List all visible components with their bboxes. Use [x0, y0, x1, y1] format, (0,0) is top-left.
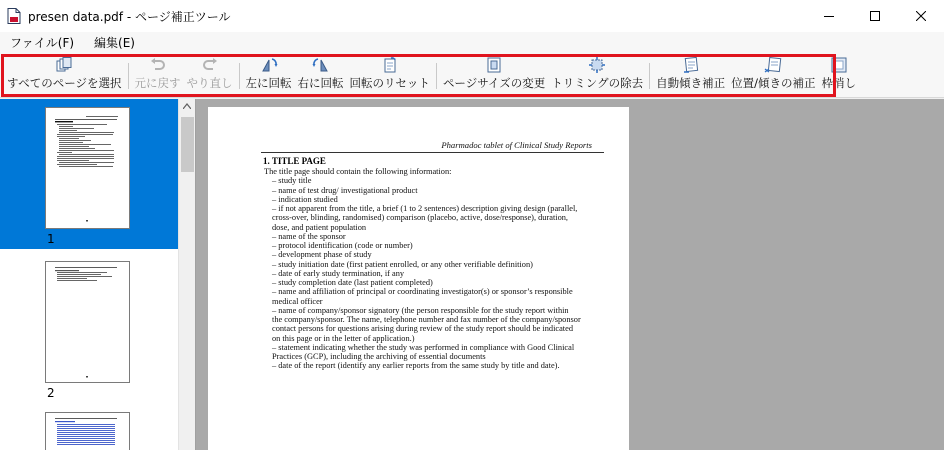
document-line: – name and affiliation of principal or coordinating investigator(s) or sponsor’s responsible	[272, 287, 573, 297]
window-title: presen data.pdf - ページ補正ツール	[28, 9, 231, 24]
document-running-header: Pharmadoc tablet of Clinical Study Reports	[441, 140, 592, 150]
menu-bar	[0, 32, 944, 54]
remove-trimming-label: トリミングの除去	[551, 76, 644, 90]
page-size-label: ページサイズの変更	[442, 76, 546, 90]
document-line: – statement indicating whether the study was performed in compliance with Good Clinical	[272, 342, 575, 352]
thumbnail-page-image	[45, 107, 130, 229]
document-line: – study title	[272, 176, 312, 186]
redo-label: やり直し	[186, 76, 233, 90]
thumbnail-panel	[0, 99, 178, 450]
page-preview	[46, 108, 129, 228]
page-preview	[46, 262, 129, 382]
rotate-right-label: 右に回転	[297, 76, 344, 90]
document-line: Practices (GCP), including the archiving of essential documents	[272, 352, 486, 361]
document-line: – date of early study termination, if any	[272, 268, 405, 278]
header-rule	[261, 152, 604, 153]
close-icon	[916, 11, 926, 21]
window-controls	[806, 0, 944, 32]
thumbnail-scrollbar[interactable]	[178, 99, 195, 450]
maximize-button[interactable]	[852, 0, 898, 32]
thumbnail-page-image	[45, 412, 130, 450]
document-line: dose, and patient population	[272, 222, 367, 232]
select-all-pages-label: すべてのページを選択	[7, 76, 122, 90]
menu-edit[interactable]: 編集(E)	[94, 36, 135, 50]
thumbnail-page-image	[45, 261, 130, 383]
document-line: – name of company/sponsor signatory (the person responsible for the study report within	[272, 305, 569, 315]
reset-rotation-label: 回転のリセット	[349, 76, 430, 90]
position-skew-label: 位置/傾きの補正	[731, 76, 816, 90]
document-line: on this page or in the letter of application.)	[272, 333, 415, 343]
document-line: contact persons for questions arising during review of the study report should be indicated	[272, 324, 573, 334]
erase-border-label: 枠消し	[821, 76, 856, 90]
document-line: – name of the sponsor	[272, 231, 346, 241]
minimize-button[interactable]	[806, 0, 852, 32]
document-line: – indication studied	[272, 194, 338, 204]
thumbnail-item[interactable]	[0, 404, 178, 450]
rotate-left-label: 左に回転	[245, 76, 292, 90]
document-section-title: 1. TITLE PAGE	[263, 156, 326, 166]
thumbnail-page-number: 1	[47, 232, 55, 246]
document-line: – if not apparent from the title, a brief (1 to 2 sentences) description giving design (parallel,	[272, 204, 578, 213]
scroll-up-arrow-icon[interactable]	[183, 103, 191, 109]
document-line: medical officer	[272, 296, 323, 306]
pdf-file-icon	[7, 8, 21, 24]
document-line: the company/sponsor. The name, telephone number and fax number of the company/sponsor	[272, 315, 581, 324]
document-line: – study initiation date (first patient enrolled, or any other verifiable definition)	[272, 259, 533, 269]
toolbar-highlight-frame	[1, 54, 836, 97]
page-preview	[46, 413, 129, 450]
document-line: cross-over, blinding, randomised) comparison (placebo, active, dose/response), duration,	[272, 213, 569, 223]
document-line: The title page should contain the following information:	[264, 167, 452, 176]
document-line: – development phase of study	[272, 250, 372, 260]
toolbar-area	[0, 54, 944, 98]
document-line: – study completion date (last patient completed)	[272, 278, 433, 287]
document-line: – date of the report (identify any earlier reports from the same study by title and date).	[272, 361, 560, 371]
auto-deskew-label: 自動傾き補正	[656, 76, 726, 90]
close-button[interactable]	[898, 0, 944, 32]
thumbnail-item[interactable]	[0, 249, 178, 404]
document-body	[264, 167, 604, 371]
document-line: – name of test drug/ investigational product	[272, 185, 418, 195]
maximize-icon	[870, 11, 880, 21]
document-page	[208, 107, 629, 450]
document-line: – protocol identification (code or number)	[272, 241, 413, 250]
menu-file[interactable]: ファイル(F)	[10, 36, 75, 50]
undo-label: 元に戻す	[134, 76, 181, 90]
thumbnail-item[interactable]	[0, 99, 178, 249]
scrollbar-thumb[interactable]	[181, 117, 194, 172]
title-bar	[0, 0, 944, 32]
minimize-icon	[824, 11, 834, 21]
thumbnail-page-number: 2	[47, 386, 55, 400]
document-viewer[interactable]	[196, 99, 944, 450]
